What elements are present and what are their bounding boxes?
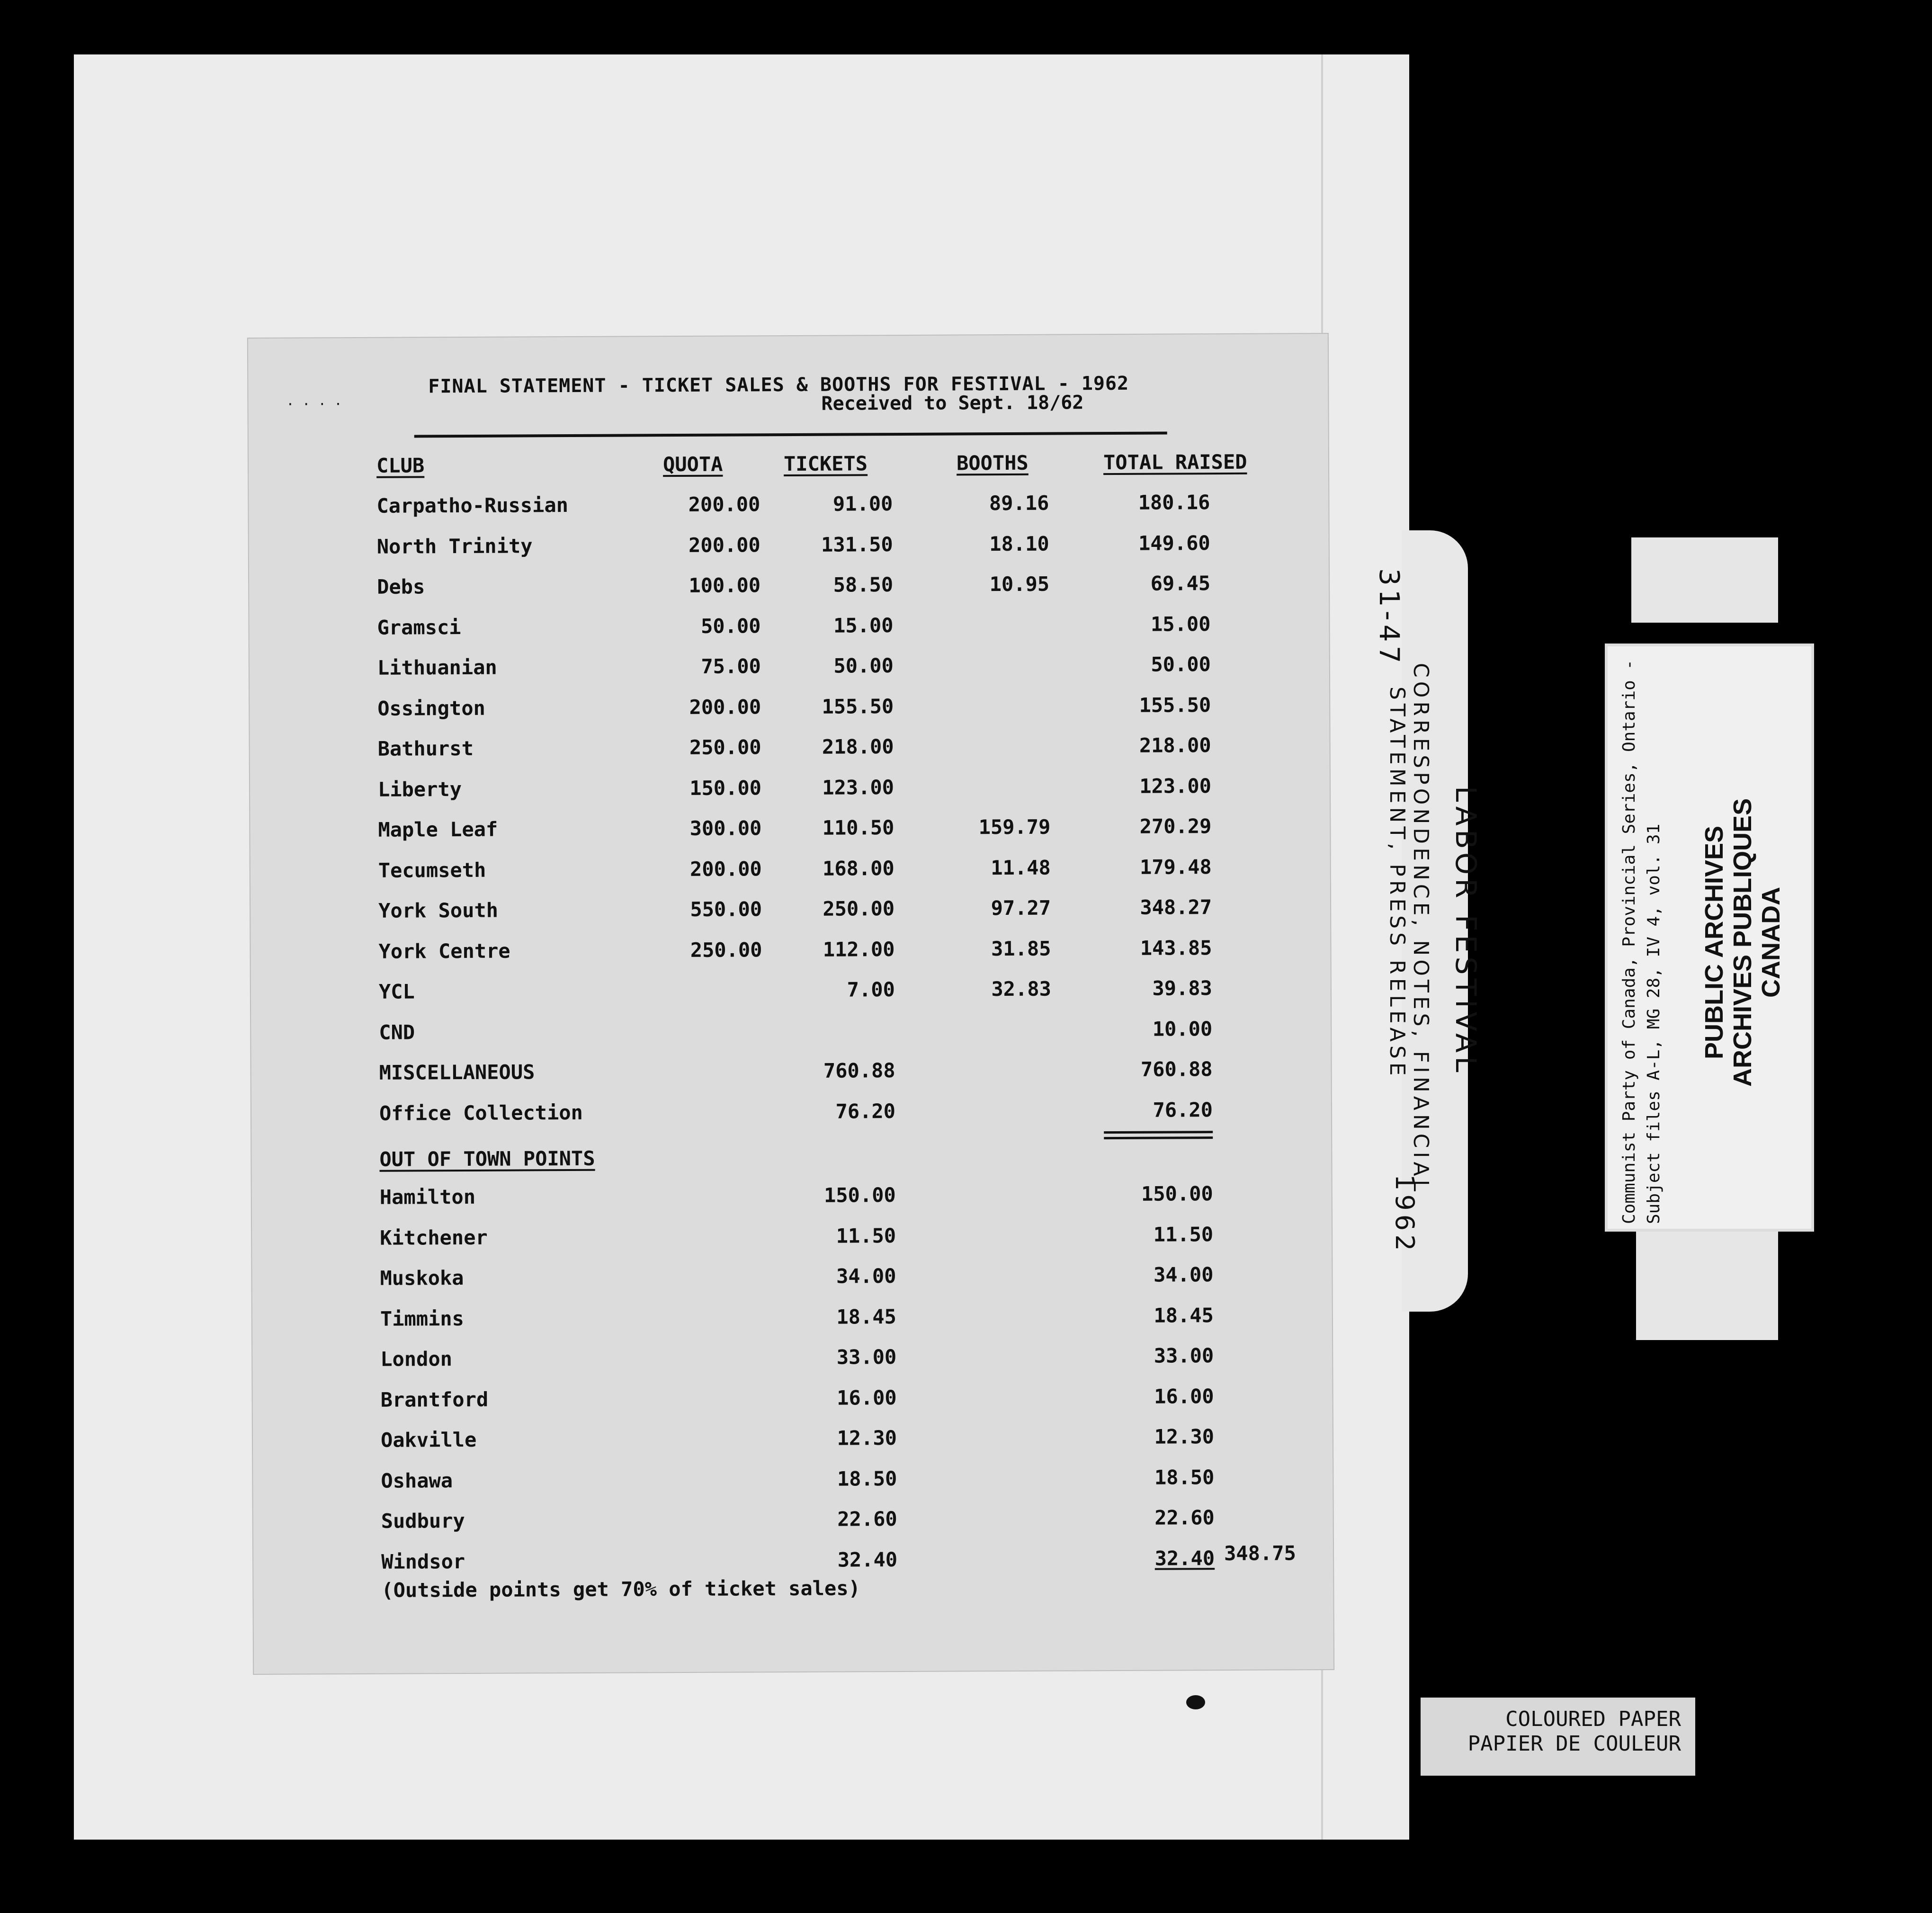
statement-subtitle: Received to Sept. 18/62: [821, 392, 1084, 415]
total-double-rule: [1104, 1136, 1213, 1139]
table-row: [253, 1384, 1333, 1422]
club-name: Ossington: [377, 696, 485, 720]
archive-name-fr: ARCHIVES PUBLIQUES: [1728, 798, 1757, 1087]
town-name: Brantford: [380, 1387, 489, 1412]
ink-spot: [1186, 1695, 1205, 1709]
archive-name-en: PUBLIC ARCHIVES: [1700, 825, 1728, 1059]
booths-value: 159.79: [978, 815, 1051, 839]
statement-title: FINAL STATEMENT - TICKET SALES & BOOTHS FOR FESTIVAL - 1962: [428, 372, 1129, 398]
tickets-value: 33.00: [836, 1345, 897, 1369]
booths-value: 97.27: [991, 896, 1051, 920]
quota-value: 100.00: [689, 573, 761, 597]
table-row: [250, 814, 1330, 852]
file-number-annotation: 31-47: [1373, 568, 1405, 667]
table-row: [250, 855, 1330, 893]
total-raised-value: 18.45: [1154, 1303, 1214, 1327]
tickets-value: 50.00: [833, 654, 894, 678]
tickets-value: 760.88: [823, 1059, 895, 1082]
club-name: MISCELLANEOUS: [379, 1060, 535, 1084]
table-row: [251, 1098, 1331, 1135]
coloured-paper-stamp: [1421, 1698, 1695, 1776]
series-line-2: Subject files A-L, MG 28, IV 4, vol. 31: [1644, 823, 1664, 1224]
booths-value: 11.48: [991, 856, 1051, 879]
tickets-value: 16.00: [837, 1386, 897, 1410]
table-row: [250, 936, 1330, 974]
header-booths: BOOTHS: [956, 451, 1029, 475]
club-name: York Centre: [378, 939, 510, 963]
booths-value: [948, 1058, 1052, 1059]
table-row: [251, 1057, 1331, 1095]
club-name: York South: [378, 898, 499, 922]
table-row: [249, 612, 1329, 650]
booths-value: 18.10: [989, 532, 1049, 555]
tickets-value: 218.00: [822, 735, 894, 759]
header-total-raised: TOTAL RAISED: [1103, 450, 1247, 474]
total-raised-value: 50.00: [1151, 653, 1211, 676]
table-row: [249, 531, 1329, 569]
label-strip: [1631, 537, 1778, 623]
quota-value: 75.00: [701, 654, 761, 678]
total-raised-value: 39.83: [1152, 976, 1212, 1000]
quota-value: 150.00: [689, 776, 762, 800]
total-raised-value: 180.16: [1138, 491, 1210, 514]
total-double-rule: [1104, 1131, 1213, 1134]
tickets-value: 34.00: [836, 1264, 896, 1288]
description-annotation-2: STATEMENT, PRESS RELEASE: [1385, 687, 1409, 1080]
total-raised-value: 270.29: [1139, 814, 1212, 838]
description-annotation-1: CORRESPONDENCE, NOTES, FINANCIAL: [1409, 663, 1433, 1196]
club-name: YCL: [378, 980, 415, 1003]
quota-value: [658, 978, 762, 979]
booths-value: [946, 653, 1050, 654]
club-name: Liberty: [377, 777, 462, 801]
footnote: (Outside points get 70% of ticket sales): [381, 1576, 860, 1602]
label-strip: [1636, 1231, 1778, 1340]
tickets-value: 112.00: [823, 937, 895, 961]
tickets-value: 123.00: [822, 775, 894, 799]
total-raised-value: 348.27: [1140, 895, 1212, 919]
total-raised-value: 179.48: [1139, 855, 1212, 879]
table-row: [250, 895, 1330, 933]
series-reference: [1617, 656, 1688, 1224]
out-of-town-heading: OUT OF TOWN POINTS: [379, 1146, 595, 1171]
club-name: Office Collection: [379, 1100, 583, 1125]
total-raised-value: 16.00: [1154, 1384, 1214, 1408]
tickets-value: 22.60: [837, 1507, 897, 1531]
tickets-value: 131.50: [821, 532, 893, 556]
out-of-town-sum: 348.75: [1224, 1541, 1296, 1565]
quota-value: 200.00: [688, 492, 760, 516]
quota-value: [659, 1059, 763, 1060]
tickets-value: 76.20: [835, 1099, 896, 1123]
quota-value: 250.00: [690, 938, 762, 962]
town-name: Windsor: [381, 1549, 465, 1573]
tickets-value: 7.00: [847, 978, 895, 1001]
total-raised-value: 22.60: [1154, 1506, 1215, 1529]
total-raised-value: 34.00: [1153, 1263, 1214, 1287]
table-row: [249, 571, 1329, 609]
tickets-value: 12.30: [837, 1426, 897, 1450]
financial-statement-sheet: [248, 334, 1333, 1674]
year-annotation: 1962: [1390, 1174, 1420, 1255]
table-row: [251, 1017, 1331, 1055]
tickets-value: 18.50: [837, 1466, 897, 1491]
header-quota: QUOTA: [662, 452, 723, 476]
club-name: Bathurst: [377, 736, 474, 760]
booths-value: 89.16: [989, 491, 1049, 515]
table-row: [253, 1424, 1333, 1462]
club-name: Debs: [377, 575, 425, 599]
quota-value: 250.00: [689, 735, 761, 759]
town-name: Muskoka: [380, 1266, 464, 1290]
tickets-value: 15.00: [833, 613, 894, 637]
total-raised-value: 155.50: [1139, 693, 1211, 717]
total-raised-value: 760.88: [1140, 1057, 1213, 1081]
quota-value: 200.00: [688, 533, 760, 557]
table-row: [253, 1465, 1333, 1503]
table-row: [251, 976, 1331, 1014]
total-raised-value: 10.00: [1152, 1017, 1213, 1041]
tickets-value: 11.50: [836, 1224, 896, 1248]
title-rule: [414, 432, 1167, 438]
booths-value: [946, 734, 1050, 735]
total-raised-value: 143.85: [1140, 936, 1212, 960]
total-raised-value: 76.20: [1153, 1098, 1213, 1122]
club-name: North Trinity: [376, 534, 533, 558]
total-raised-value: 11.50: [1153, 1222, 1214, 1246]
total-raised-value: 149.60: [1138, 531, 1210, 555]
total-raised-value: 32.40: [1154, 1546, 1215, 1570]
town-name: Timmins: [380, 1306, 465, 1331]
table-row: [250, 693, 1329, 731]
club-name: Gramsci: [377, 615, 461, 639]
table-row: [252, 1262, 1332, 1300]
town-name: Hamilton: [379, 1185, 476, 1209]
town-name: Kitchener: [380, 1225, 488, 1250]
town-name: Sudbury: [381, 1509, 465, 1533]
town-name: London: [380, 1347, 453, 1371]
tickets-value: 32.40: [837, 1547, 898, 1572]
archive-name: [1700, 777, 1790, 1108]
quota-value: 200.00: [689, 695, 761, 719]
tickets-value: 250.00: [823, 897, 895, 921]
tickets-value: 18.45: [836, 1305, 896, 1329]
tickets-value: 150.00: [823, 1183, 896, 1207]
tickets-value: 58.50: [833, 573, 894, 597]
total-raised-value: 150.00: [1141, 1182, 1213, 1206]
total-raised-value: 18.50: [1154, 1465, 1215, 1489]
total-raised-value: 123.00: [1139, 774, 1212, 798]
margin-dots: . . . .: [286, 393, 342, 409]
tickets-value: 91.00: [832, 492, 893, 516]
table-row: [252, 1303, 1332, 1341]
quota-value: 200.00: [689, 857, 762, 881]
quota-value: 300.00: [689, 816, 762, 840]
tickets-value: 168.00: [822, 856, 894, 880]
table-row: [250, 652, 1329, 690]
club-name: CND: [379, 1020, 415, 1044]
tickets-value: 110.50: [822, 816, 894, 840]
club-name: Carpatho-Russian: [376, 493, 569, 518]
table-row: [252, 1222, 1332, 1260]
booths-value: 31.85: [991, 937, 1051, 960]
town-name: Oshawa: [381, 1468, 453, 1493]
subject-annotation: LABOR FESTIVAL: [1449, 786, 1482, 1076]
town-name: Oakville: [380, 1428, 477, 1452]
stamp-line-en: COLOURED PAPER: [1505, 1707, 1681, 1731]
stamp-line-fr: PAPIER DE COULEUR: [1467, 1732, 1681, 1756]
club-name: Maple Leaf: [378, 817, 498, 841]
table-row: [250, 733, 1330, 771]
club-name: Lithuanian: [377, 655, 497, 679]
archive-country: CANADA: [1757, 887, 1785, 998]
quota-value: 550.00: [690, 897, 762, 921]
booths-value: 10.95: [989, 572, 1050, 596]
booths-value: 32.83: [991, 977, 1051, 1001]
quota-value: 50.00: [700, 614, 761, 638]
header-club: CLUB: [376, 454, 425, 477]
total-raised-value: 69.45: [1150, 572, 1211, 595]
total-raised-value: 15.00: [1150, 612, 1211, 636]
club-name: Tecumseth: [378, 858, 486, 882]
header-tickets: TICKETS: [783, 452, 868, 476]
series-line-1: Communist Party of Canada, Provincial Series, Ontario -: [1619, 659, 1639, 1224]
total-raised-value: 218.00: [1139, 733, 1211, 757]
total-raised-value: 33.00: [1154, 1344, 1214, 1368]
table-row: [253, 1505, 1333, 1543]
total-raised-value: 12.30: [1154, 1425, 1215, 1448]
tickets-value: 155.50: [822, 694, 894, 718]
table-row: [252, 1181, 1332, 1219]
table-row: [250, 774, 1330, 812]
table-row: [249, 490, 1328, 528]
table-row: [252, 1343, 1332, 1381]
